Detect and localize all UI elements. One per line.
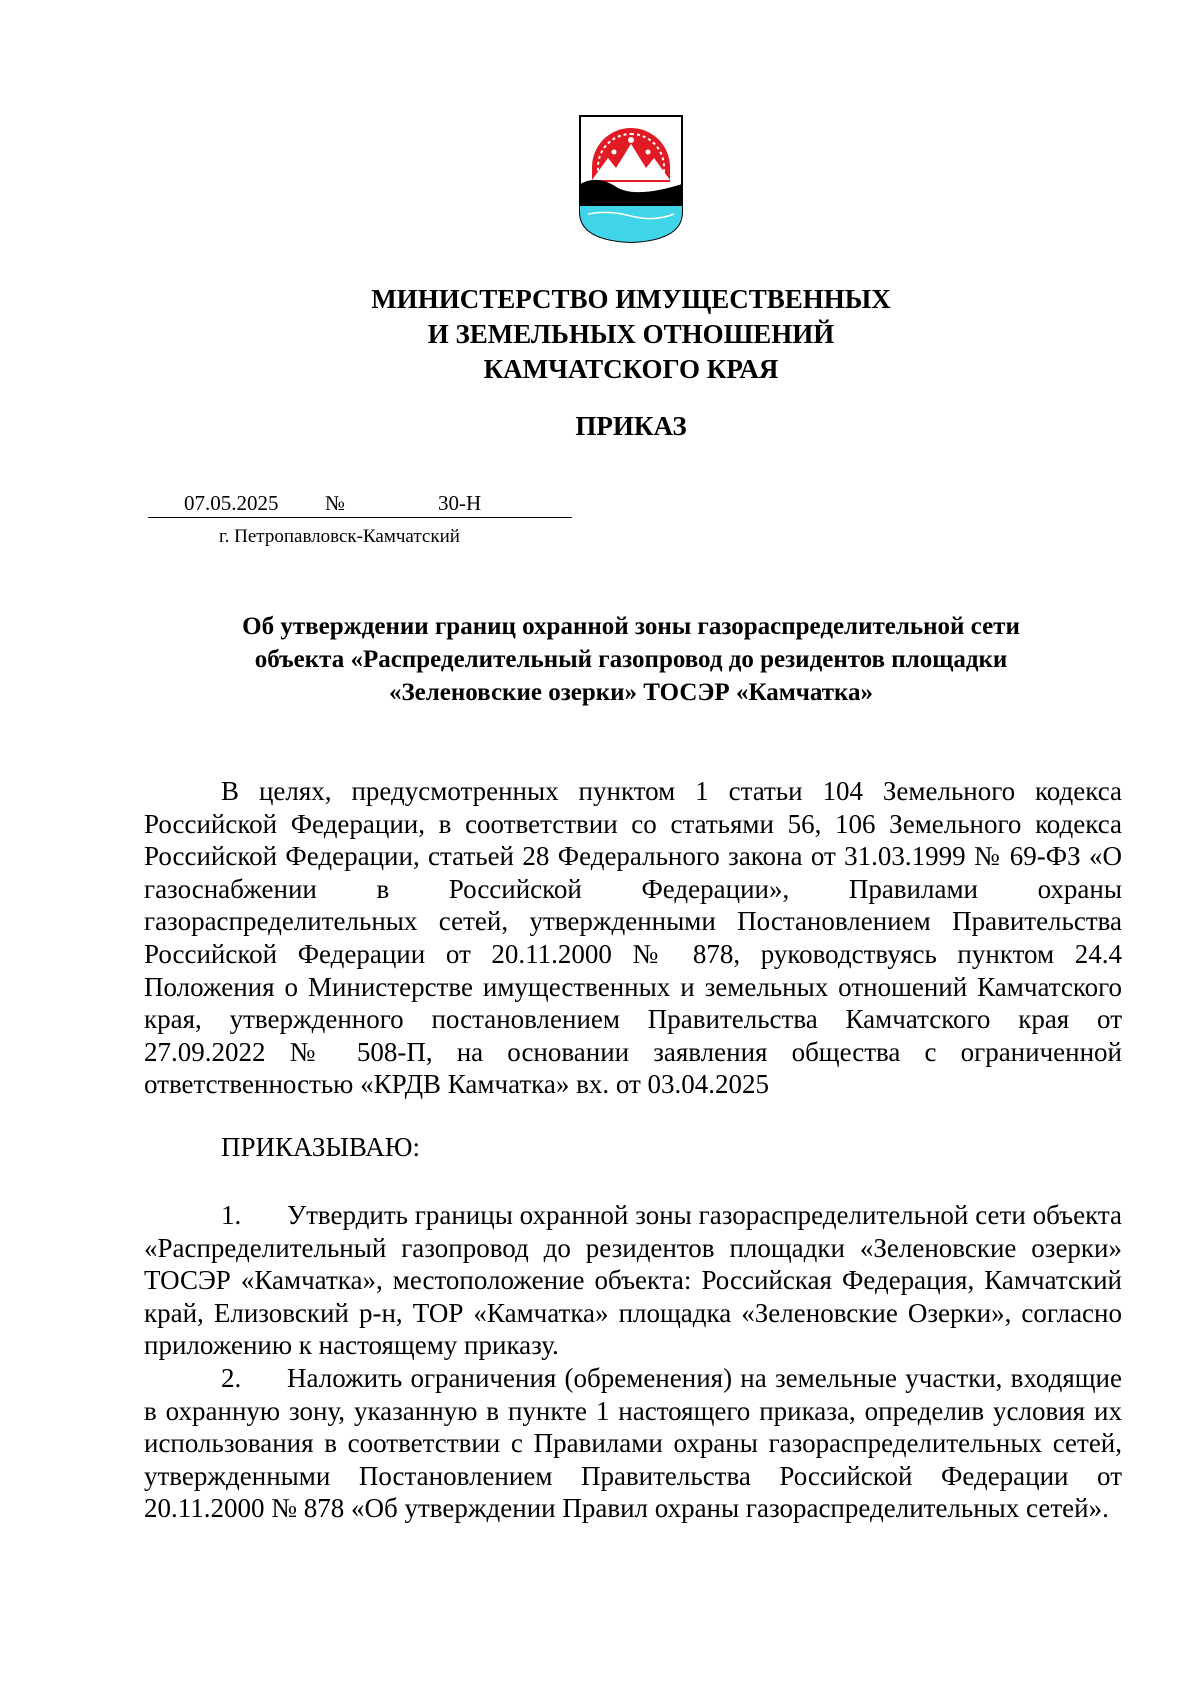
document-title [0, 610, 1200, 709]
item-text: Утвердить границы охранной зоны газораспределительной сети объекта «Распределительный газопровод до резидентов площадки «Зеленовские озерки» ТОСЭР «Камчатка», местоположение объекта: Российская Федерация, Камчатский край, Елизовский р-н, ТОР «Камчатка» площадка «Зеленовские Озерки», согласно приложению к настоящему приказу. [144, 1200, 1122, 1361]
ministry-line: И ЗЕМЕЛЬНЫХ ОТНОШЕНИЙ [427, 319, 835, 349]
item-text: Наложить ограничения (обременения) на земельные участки, входящие в охранную зону, указанную в пункте 1 настоящего приказа, определив условия их использования в соответствии с Правилами охраны газораспределительных сетей, утвержденными Постановлением Правительства Российской Федерации от 20.11.2000 № 878 «Об утверждении Правил охраны газораспределительных сетей». [144, 1363, 1122, 1524]
document-date: 07.05.2025 [184, 491, 279, 515]
document-type: ПРИКАЗ [575, 411, 687, 441]
number-sign: № [325, 491, 346, 515]
item-number: 2. [221, 1363, 242, 1393]
preamble-paragraph: В целях, предусмотренных пунктом 1 статьи 104 Земельного кодекса Российской Федерации, в соответствии со статьями 56, 106 Земельного кодекса Российской Федерации, статьей 28 Федерального закона от 31.03.1999 № 69-ФЗ «О газоснабжении в Российской Федерации», Правилами охраны газораспределительных сетей, утвержденными Постановлением Правительства Российской Федерации от 20.11.2000 № 878, руководствуясь пунктом 24.4 Положения о Министерстве имущественных и земельных отношений Камчатского края, утвержденного постановлением Правительства Камчатского края от 27.09.2022 № 508-П, на основании заявления общества с ограниченной ответственностью «КРДВ Камчатка» вх. от 03.04.2025 [144, 776, 1122, 1100]
kamchatka-coat-of-arms-icon [578, 114, 684, 244]
title-line: Об утверждении границ охранной зоны газораспределительной сети [242, 613, 1020, 640]
item-number: 1. [221, 1200, 242, 1230]
date-number-line [148, 489, 572, 518]
order-item [144, 1199, 1122, 1362]
order-word: ПРИКАЗЫВАЮ: [221, 1132, 420, 1162]
order-item [144, 1362, 1122, 1525]
ministry-name [0, 282, 1200, 387]
title-line: «Зеленовские озерки» ТОСЭР «Камчатка» [388, 679, 874, 706]
ministry-line: КАМЧАТСКОГО КРАЯ [483, 354, 779, 384]
ministry-line: МИНИСТЕРСТВО ИМУЩЕСТВЕННЫХ [371, 284, 891, 314]
city: г. Петропавловск-Камчатский [219, 526, 460, 547]
title-line: объекта «Распределительный газопровод до резидентов площадки [254, 646, 1008, 673]
document-number: 30-Н [438, 491, 482, 515]
